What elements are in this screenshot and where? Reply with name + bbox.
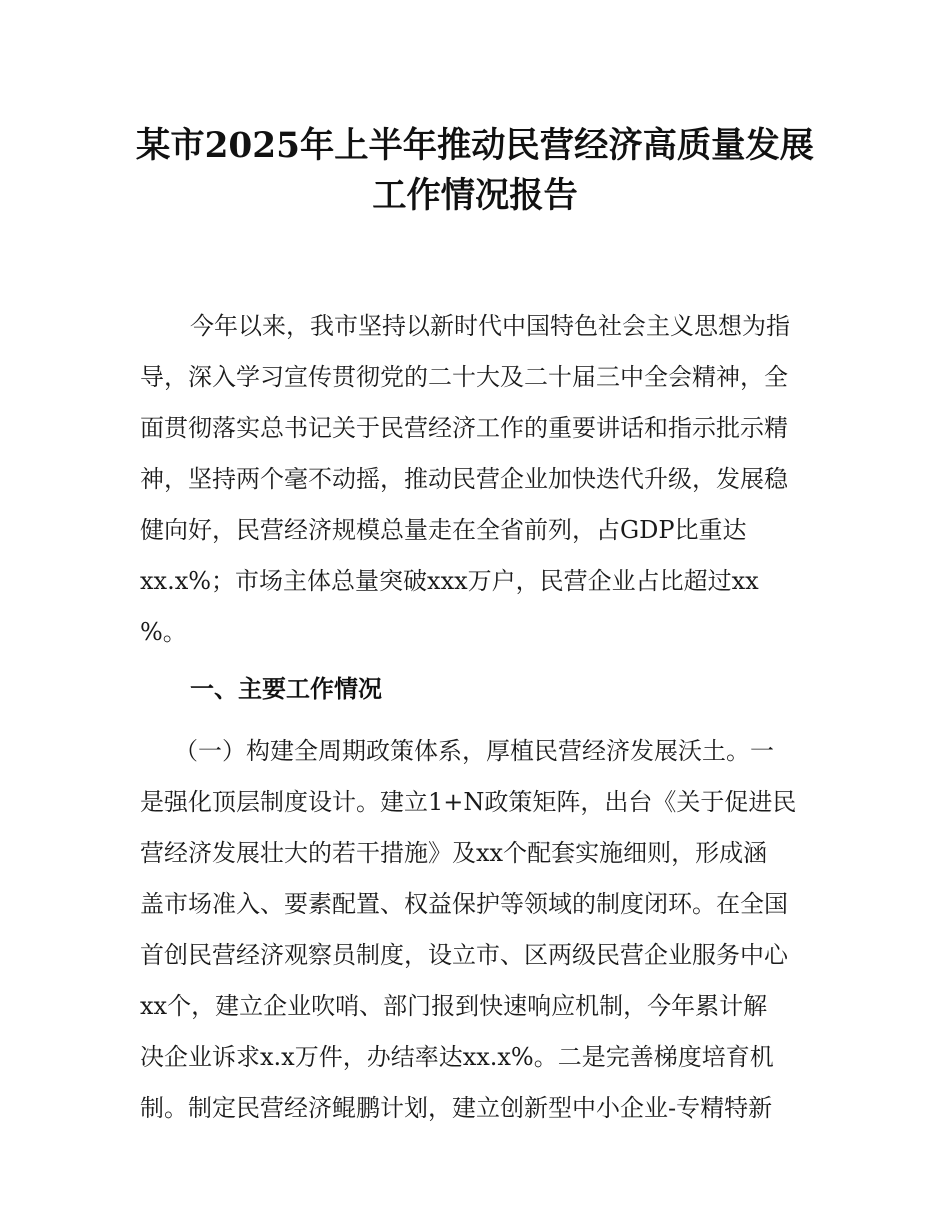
body-line: 决企业诉求x.x万件，办结率达xx.x%。二是完善梯度培育机 <box>140 1043 774 1071</box>
body-line: 盖市场准入、要素配置、权益保护等领域的制度闭环。在全国 <box>140 890 788 918</box>
body-line: 营经济发展壮大的若干措施》及xx个配套实施细则，形成涵 <box>140 839 768 867</box>
document-title-line-2: 工作情况报告 <box>372 175 578 216</box>
body-line: 是强化顶层制度设计。建立1+N政策矩阵，出台《关于促进民 <box>140 788 797 816</box>
intro-line: 导，深入学习宣传贯彻党的二十大及二十届三中全会精神，全 <box>140 363 788 391</box>
document-title-line-1: 某市2025年上半年推动民营经济高质量发展 <box>136 125 814 166</box>
body-line: 首创民营经济观察员制度，设立市、区两级民营企业服务中心 <box>140 941 788 969</box>
body-line: （一）构建全周期政策体系，厚植民营经济发展沃土。一 <box>174 737 774 765</box>
intro-line: 健向好，民营经济规模总量走在全省前列，占GDP比重达 <box>140 516 747 544</box>
intro-line: xx.x%；市场主体总量突破xxx万户，民营企业占比超过xx <box>140 567 759 595</box>
intro-line: 神，坚持两个毫不动摇，推动民营企业加快迭代升级，发展稳 <box>140 465 788 493</box>
intro-line: 面贯彻落实总书记关于民营经济工作的重要讲话和指示批示精 <box>140 414 788 442</box>
intro-line: 今年以来，我市坚持以新时代中国特色社会主义思想为指 <box>190 312 790 340</box>
body-line: xx个，建立企业吹哨、部门报到快速响应机制，今年累计解 <box>140 992 768 1020</box>
body-line: 制。制定民营经济鲲鹏计划，建立创新型中小企业-专精特新 <box>140 1094 773 1122</box>
section-heading: 一、主要工作情况 <box>190 675 382 703</box>
intro-line: %。 <box>140 618 187 646</box>
